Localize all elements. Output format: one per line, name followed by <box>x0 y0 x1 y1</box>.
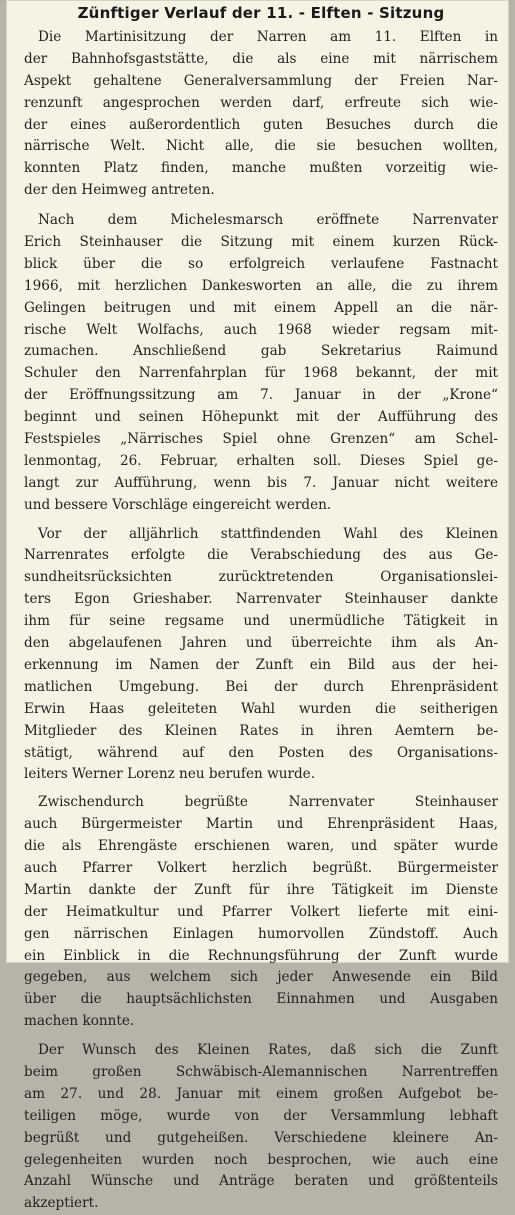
text-line: matlichen Umgebung. Bei der durch Ehrenpräsident <box>24 678 498 695</box>
text-line: der Eröffnungssitzung am 7. Januar in der „Krone“ <box>24 387 498 404</box>
text-line: Mitglieder des Kleinen Rates in ihren Aemtern be- <box>24 722 498 739</box>
text-line: renzunft angesprochen werden darf, erfreute sich wie- <box>24 94 498 111</box>
text-line: über die hauptsächlichsten Einnahmen und Ausgaben <box>24 991 498 1008</box>
text-line: auch Pfarrer Volkert herzlich begrüßt. Bürgermeister <box>24 859 498 876</box>
text-line: Zwischendurch begrüßte Narrenvater Steinhauser <box>38 794 498 811</box>
text-line: Narrenrates erfolgte die Verabschiedung des aus Ge- <box>24 547 498 564</box>
text-line: lenmontag, 26. Februar, erhalten soll. Dieses Spiel ge- <box>24 452 498 469</box>
text-line: gen närrischen Einlagen humorvollen Zündstoff. Auch <box>24 925 498 942</box>
text-line: ters Egon Grieshaber. Narrenvater Steinhauser dankte <box>24 591 498 608</box>
text-line: die als Ehrengäste erschienen waren, und später wurde <box>24 838 498 855</box>
text-line: Martin dankte der Zunft für ihre Tätigkeit im Dienste <box>24 881 498 898</box>
text-line: sundheitsrücksichten zurücktretenden Organisationslei- <box>24 569 498 586</box>
article-paragraph <box>24 792 498 1033</box>
text-line: leiters Werner Lorenz neu berufen wurde. <box>24 766 316 783</box>
article-paragraph <box>24 27 498 202</box>
newspaper-clipping <box>6 0 509 1212</box>
article-headline: Zünftiger Verlauf der 11. - Elften - Sitzung <box>77 4 445 22</box>
text-line: beginnt und seinen Höhepunkt mit der Aufführung des <box>24 409 498 426</box>
text-line: stätigt, während auf den Posten des Organisations- <box>24 744 498 761</box>
text-line: rische Welt Wolfachs, auch 1968 wieder regsam mit- <box>24 321 498 338</box>
text-line: Erwin Haas geleiteten Wahl wurden die seitherigen <box>24 700 498 717</box>
text-line: Erich Steinhauser die Sitzung mit einem kurzen Rück- <box>24 234 498 251</box>
text-line: Vor der alljährlich stattfindenden Wahl des Kleinen <box>38 525 498 542</box>
text-line: begrüßt und gutgeheißen. Verschiedene kleinere An- <box>24 1129 498 1146</box>
text-line: der eines außerordentlich guten Besuches durch die <box>24 116 498 133</box>
text-line: der Heimatkultur und Pfarrer Volkert lieferte mit eini- <box>24 903 498 920</box>
text-line: ein Einblick in die Rechnungsführung der Zunft wurde <box>24 947 498 964</box>
text-line: akzeptiert. <box>24 1195 99 1212</box>
text-line: den abgelaufenen Jahren und überreichte ihm als An- <box>24 635 498 652</box>
text-line: beim großen Schwäbisch-Alemannischen Narrentreffen <box>24 1063 498 1080</box>
text-line: auch Bürgermeister Martin und Ehrenpräsident Haas, <box>24 816 498 833</box>
text-line: konnten Platz finden, manche mußten vorzeitig wie- <box>24 160 498 177</box>
article-paragraph <box>24 210 498 516</box>
text-line: närrische Welt. Nicht alle, die sie besuchen wollten, <box>24 138 498 155</box>
text-line: 1966, mit herzlichen Dankesworten an alle, die zu ihrem <box>24 277 498 294</box>
article-body <box>24 27 498 1215</box>
text-line: am 27. und 28. Januar mit einem großen Aufgebot be- <box>24 1085 498 1102</box>
text-line: machen konnte. <box>24 1013 135 1030</box>
text-line: Festspieles „Närrisches Spiel ohne Grenzen“ am Schel- <box>24 431 498 448</box>
article-paragraph <box>24 524 498 787</box>
text-line: gegeben, aus welchem sich jeder Anwesende ein Bild <box>24 969 498 986</box>
text-line: Schuler den Narrenfahrplan für 1968 bekannt, der mit <box>24 365 498 382</box>
text-line: und bessere Vorschläge eingereicht werden. <box>24 496 332 513</box>
text-line: zumachen. Anschließend gab Sekretarius Raimund <box>24 343 498 360</box>
text-line: der Bahnhofsgaststätte, die als eine mit närrischem <box>24 50 498 67</box>
text-line: Der Wunsch des Kleinen Rates, daß sich die Zunft <box>38 1042 498 1059</box>
text-line: blick über die so erfolgreich verlaufene Fastnacht <box>24 255 498 272</box>
text-line: der den Heimweg antreten. <box>24 182 215 199</box>
article-paragraph <box>24 1040 498 1215</box>
text-line: ihm für seine regsame und unermüdliche Tätigkeit in <box>24 613 498 630</box>
text-line: langt zur Aufführung, wenn bis 7. Januar nicht weitere <box>24 474 498 491</box>
article <box>24 2 498 1215</box>
text-line: Aspekt gehaltene Generalversammlung der Freien Nar- <box>24 72 498 89</box>
text-line: teiligen möge, wurde von der Versammlung lebhaft <box>24 1107 498 1124</box>
text-line: erkennung im Namen der Zunft ein Bild aus der hei- <box>24 656 498 673</box>
text-line: gelegenheiten wurden noch besprochen, wie auch eine <box>24 1151 498 1168</box>
text-line: Nach dem Michelesmarsch eröffnete Narrenvater <box>38 212 498 229</box>
text-line: Die Martinisitzung der Narren am 11. Elften in <box>38 29 498 45</box>
text-line: Gelingen beitrugen und mit einem Appell an die när- <box>24 299 498 316</box>
text-line: Anzahl Wünsche und Anträge beraten und größtenteils <box>24 1173 498 1190</box>
